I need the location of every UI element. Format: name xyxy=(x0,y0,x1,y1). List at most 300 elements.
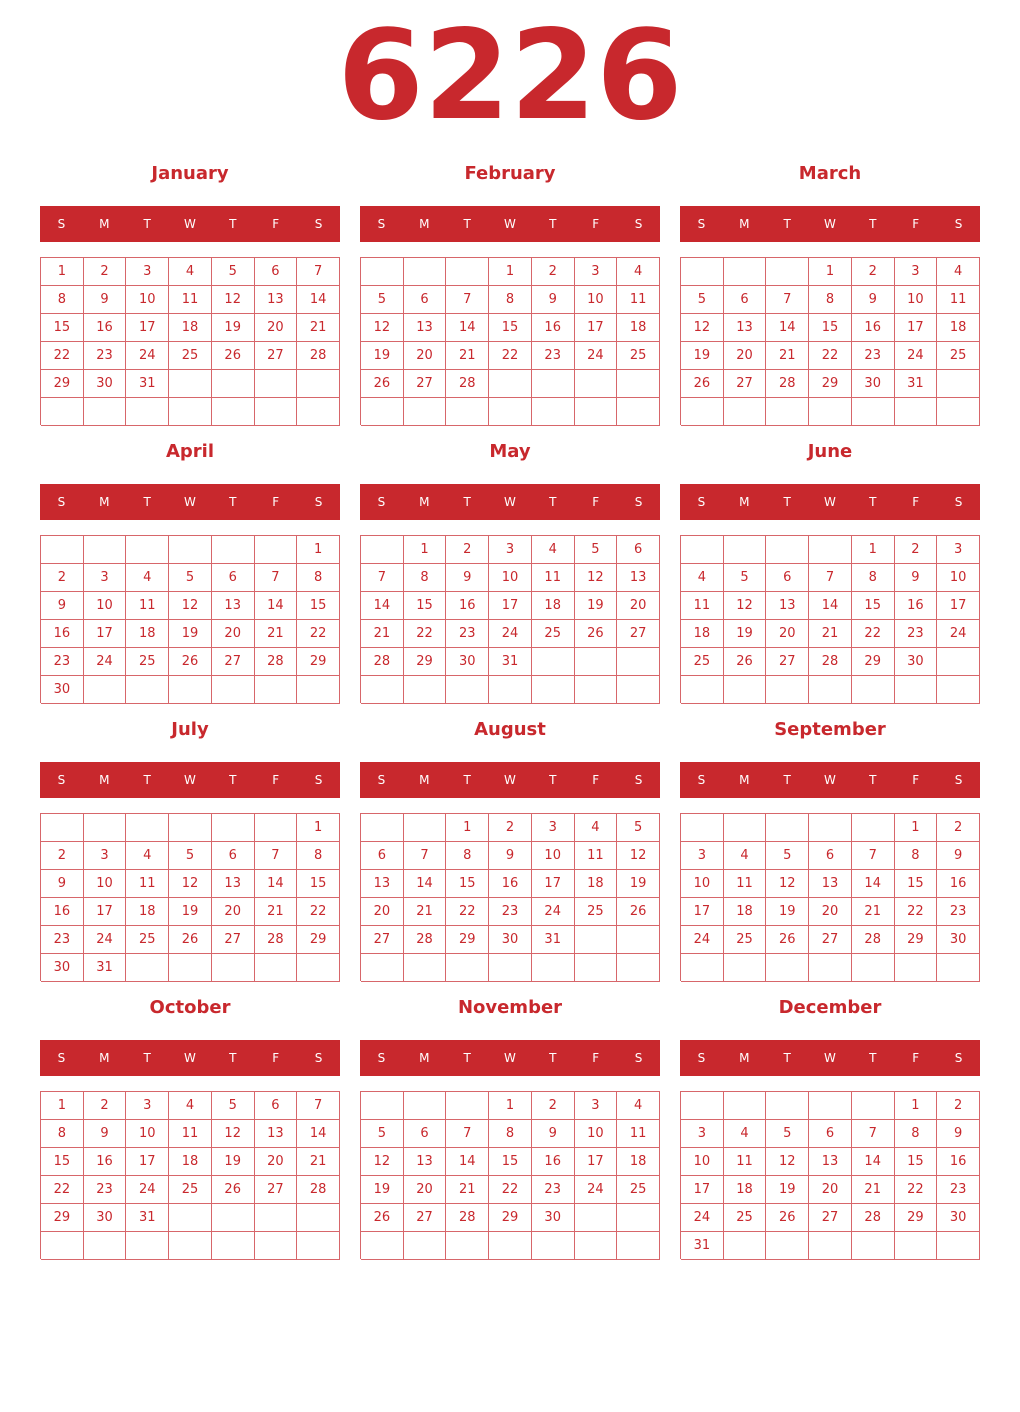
day-cell: 23 xyxy=(41,926,84,954)
weekday-label: S xyxy=(697,1051,706,1065)
day-cell: 8 xyxy=(852,564,895,592)
weekday-label: S xyxy=(634,495,643,509)
day-cell: 26 xyxy=(361,1204,404,1232)
day-cell xyxy=(169,1204,212,1232)
day-cell xyxy=(617,676,660,704)
day-cell: 30 xyxy=(937,1204,980,1232)
weekday-label: S xyxy=(697,495,706,509)
day-cell: 16 xyxy=(41,898,84,926)
month-name: February xyxy=(464,163,556,184)
day-cell xyxy=(575,954,618,982)
day-cell xyxy=(724,536,767,564)
day-cell: 20 xyxy=(404,1176,447,1204)
day-cell: 1 xyxy=(41,258,84,286)
day-cell xyxy=(617,648,660,676)
day-cell xyxy=(404,814,447,842)
day-cell: 6 xyxy=(212,564,255,592)
day-cell xyxy=(724,676,767,704)
weekday-label: S xyxy=(954,495,963,509)
day-cell: 30 xyxy=(84,370,127,398)
weekday-label: S xyxy=(57,773,66,787)
weekday-label: S xyxy=(57,217,66,231)
weekday-label: F xyxy=(272,495,280,509)
day-cell: 24 xyxy=(489,620,532,648)
day-cell xyxy=(809,814,852,842)
month-june xyxy=(680,438,980,669)
day-cell: 16 xyxy=(84,1148,127,1176)
day-cell: 7 xyxy=(852,842,895,870)
day-cell: 14 xyxy=(766,314,809,342)
day-cell: 29 xyxy=(41,370,84,398)
day-cell: 10 xyxy=(681,1148,724,1176)
day-cell: 22 xyxy=(297,898,340,926)
day-cell xyxy=(404,676,447,704)
day-cell xyxy=(84,676,127,704)
day-cell xyxy=(84,814,127,842)
day-cell xyxy=(84,398,127,426)
day-cell: 17 xyxy=(681,898,724,926)
month-september xyxy=(680,716,980,947)
day-cell xyxy=(446,1092,489,1120)
month-november xyxy=(360,994,660,1225)
weekday-header xyxy=(680,762,980,798)
day-cell xyxy=(404,1232,447,1260)
day-cell: 9 xyxy=(446,564,489,592)
day-cell xyxy=(212,676,255,704)
day-cell: 12 xyxy=(681,314,724,342)
day-cell: 4 xyxy=(724,842,767,870)
day-cell xyxy=(937,676,980,704)
day-cell: 21 xyxy=(852,1176,895,1204)
day-cell: 26 xyxy=(361,370,404,398)
day-cell: 17 xyxy=(895,314,938,342)
month-name: July xyxy=(171,719,209,740)
day-cell: 15 xyxy=(895,1148,938,1176)
day-grid xyxy=(360,1091,660,1259)
day-cell: 18 xyxy=(126,620,169,648)
day-cell: 2 xyxy=(41,842,84,870)
day-cell: 16 xyxy=(852,314,895,342)
weekday-label: W xyxy=(184,217,196,231)
day-cell: 26 xyxy=(169,648,212,676)
day-cell xyxy=(617,1204,660,1232)
day-cell: 19 xyxy=(766,898,809,926)
weekday-label: W xyxy=(184,495,196,509)
weekday-label: W xyxy=(504,217,516,231)
day-cell: 11 xyxy=(681,592,724,620)
weekday-label: F xyxy=(912,1051,920,1065)
day-cell: 20 xyxy=(361,898,404,926)
day-cell: 13 xyxy=(255,1120,298,1148)
day-cell xyxy=(937,648,980,676)
day-cell: 31 xyxy=(681,1232,724,1260)
month-october xyxy=(40,994,340,1225)
weekday-label: S xyxy=(954,773,963,787)
day-cell: 6 xyxy=(724,286,767,314)
month-name: December xyxy=(778,997,882,1018)
weekday-label: T xyxy=(783,1051,791,1065)
day-cell: 12 xyxy=(724,592,767,620)
day-cell: 10 xyxy=(532,842,575,870)
weekday-label: T xyxy=(869,773,877,787)
day-cell: 22 xyxy=(297,620,340,648)
day-cell xyxy=(575,648,618,676)
weekday-label: S xyxy=(954,217,963,231)
day-cell: 1 xyxy=(895,1092,938,1120)
day-cell: 21 xyxy=(446,342,489,370)
day-cell: 5 xyxy=(169,842,212,870)
day-cell xyxy=(404,1092,447,1120)
day-cell: 7 xyxy=(297,1092,340,1120)
day-cell xyxy=(681,814,724,842)
weekday-label: T xyxy=(549,217,557,231)
weekday-label: S xyxy=(314,495,323,509)
day-grid xyxy=(40,257,340,425)
day-cell: 30 xyxy=(937,926,980,954)
day-cell: 30 xyxy=(532,1204,575,1232)
weekday-label: F xyxy=(272,1051,280,1065)
day-cell: 10 xyxy=(84,592,127,620)
day-cell: 27 xyxy=(724,370,767,398)
day-cell: 31 xyxy=(895,370,938,398)
day-cell: 9 xyxy=(41,870,84,898)
weekday-label: T xyxy=(229,217,237,231)
day-cell: 19 xyxy=(724,620,767,648)
day-cell: 27 xyxy=(809,926,852,954)
day-cell: 3 xyxy=(489,536,532,564)
day-cell xyxy=(126,1232,169,1260)
day-cell xyxy=(255,536,298,564)
day-cell xyxy=(489,954,532,982)
day-cell: 15 xyxy=(41,1148,84,1176)
day-cell: 22 xyxy=(895,898,938,926)
day-cell: 5 xyxy=(169,564,212,592)
day-cell: 12 xyxy=(361,1148,404,1176)
day-cell: 22 xyxy=(809,342,852,370)
day-cell xyxy=(895,954,938,982)
day-cell: 26 xyxy=(169,926,212,954)
day-cell: 4 xyxy=(617,258,660,286)
day-cell xyxy=(895,398,938,426)
day-cell: 20 xyxy=(809,898,852,926)
day-cell: 2 xyxy=(852,258,895,286)
day-cell xyxy=(297,676,340,704)
day-cell xyxy=(489,1232,532,1260)
day-cell: 16 xyxy=(41,620,84,648)
day-cell: 4 xyxy=(169,258,212,286)
day-cell: 19 xyxy=(169,620,212,648)
day-cell: 29 xyxy=(297,648,340,676)
day-cell: 23 xyxy=(895,620,938,648)
day-cell xyxy=(41,814,84,842)
month-may xyxy=(360,438,660,669)
month-august xyxy=(360,716,660,947)
weekday-header xyxy=(40,484,340,520)
day-cell: 10 xyxy=(126,1120,169,1148)
day-cell: 18 xyxy=(724,898,767,926)
day-cell: 19 xyxy=(212,1148,255,1176)
day-cell: 13 xyxy=(809,1148,852,1176)
weekday-label: S xyxy=(57,1051,66,1065)
day-cell: 28 xyxy=(852,1204,895,1232)
day-cell xyxy=(617,1232,660,1260)
day-cell: 24 xyxy=(84,648,127,676)
day-cell: 28 xyxy=(446,370,489,398)
month-name: September xyxy=(774,719,886,740)
day-cell xyxy=(255,954,298,982)
day-cell: 24 xyxy=(126,1176,169,1204)
day-cell: 29 xyxy=(404,648,447,676)
day-cell: 19 xyxy=(212,314,255,342)
weekday-label: T xyxy=(143,773,151,787)
weekday-label: S xyxy=(57,495,66,509)
day-cell: 18 xyxy=(681,620,724,648)
day-cell: 18 xyxy=(169,314,212,342)
weekday-label: M xyxy=(99,495,110,509)
day-cell xyxy=(446,954,489,982)
day-cell xyxy=(446,1232,489,1260)
day-cell xyxy=(532,370,575,398)
day-cell xyxy=(126,676,169,704)
day-cell: 6 xyxy=(212,842,255,870)
day-cell xyxy=(575,676,618,704)
day-cell: 9 xyxy=(84,286,127,314)
weekday-label: S xyxy=(697,217,706,231)
day-cell xyxy=(681,676,724,704)
day-cell: 29 xyxy=(297,926,340,954)
day-cell: 2 xyxy=(937,814,980,842)
month-january xyxy=(40,160,340,391)
day-cell: 24 xyxy=(126,342,169,370)
day-cell: 1 xyxy=(41,1092,84,1120)
day-cell xyxy=(41,1232,84,1260)
day-cell: 25 xyxy=(937,342,980,370)
day-cell: 13 xyxy=(255,286,298,314)
day-cell: 20 xyxy=(617,592,660,620)
day-cell xyxy=(212,1232,255,1260)
day-cell: 28 xyxy=(852,926,895,954)
day-cell: 29 xyxy=(852,648,895,676)
day-cell: 16 xyxy=(532,1148,575,1176)
day-cell: 2 xyxy=(937,1092,980,1120)
day-cell: 5 xyxy=(766,1120,809,1148)
day-cell xyxy=(297,1232,340,1260)
day-cell: 21 xyxy=(361,620,404,648)
day-cell: 24 xyxy=(575,1176,618,1204)
day-cell xyxy=(809,398,852,426)
day-cell xyxy=(895,676,938,704)
day-cell: 2 xyxy=(84,1092,127,1120)
day-cell: 30 xyxy=(41,954,84,982)
day-cell: 28 xyxy=(297,342,340,370)
day-cell xyxy=(724,814,767,842)
day-cell xyxy=(169,370,212,398)
day-cell xyxy=(361,814,404,842)
month-name: August xyxy=(474,719,546,740)
day-cell: 20 xyxy=(809,1176,852,1204)
day-cell: 20 xyxy=(766,620,809,648)
day-cell: 12 xyxy=(361,314,404,342)
day-cell: 30 xyxy=(852,370,895,398)
day-cell: 7 xyxy=(446,1120,489,1148)
weekday-label: T xyxy=(869,217,877,231)
day-cell: 7 xyxy=(766,286,809,314)
day-cell xyxy=(617,954,660,982)
day-cell: 23 xyxy=(84,342,127,370)
year-title: 6226 xyxy=(337,4,683,148)
weekday-header xyxy=(40,206,340,242)
weekday-label: W xyxy=(504,1051,516,1065)
day-cell: 9 xyxy=(895,564,938,592)
day-cell: 6 xyxy=(255,258,298,286)
day-cell: 28 xyxy=(809,648,852,676)
day-cell: 3 xyxy=(681,1120,724,1148)
day-grid xyxy=(40,1091,340,1259)
day-cell: 31 xyxy=(84,954,127,982)
weekday-label: S xyxy=(634,217,643,231)
day-cell: 27 xyxy=(404,370,447,398)
day-cell xyxy=(852,1092,895,1120)
weekday-header xyxy=(680,206,980,242)
day-cell: 29 xyxy=(489,1204,532,1232)
day-cell: 13 xyxy=(361,870,404,898)
day-cell: 13 xyxy=(724,314,767,342)
day-cell: 23 xyxy=(937,1176,980,1204)
day-cell: 6 xyxy=(617,536,660,564)
day-cell: 8 xyxy=(489,286,532,314)
day-cell: 26 xyxy=(575,620,618,648)
day-cell xyxy=(895,1232,938,1260)
day-cell xyxy=(255,398,298,426)
day-cell xyxy=(724,1092,767,1120)
weekday-label: S xyxy=(314,217,323,231)
day-cell: 5 xyxy=(724,564,767,592)
day-cell: 15 xyxy=(446,870,489,898)
weekday-label: T xyxy=(549,773,557,787)
day-cell: 21 xyxy=(446,1176,489,1204)
day-cell: 29 xyxy=(895,926,938,954)
day-cell: 14 xyxy=(297,286,340,314)
day-cell: 4 xyxy=(126,564,169,592)
weekday-label: T xyxy=(783,217,791,231)
day-cell: 23 xyxy=(532,1176,575,1204)
day-cell xyxy=(724,398,767,426)
day-cell: 16 xyxy=(532,314,575,342)
day-cell: 3 xyxy=(126,258,169,286)
weekday-label: M xyxy=(99,1051,110,1065)
day-cell xyxy=(575,1204,618,1232)
day-cell: 3 xyxy=(895,258,938,286)
day-cell xyxy=(361,1232,404,1260)
day-cell: 13 xyxy=(766,592,809,620)
day-cell: 26 xyxy=(766,1204,809,1232)
day-cell: 5 xyxy=(361,1120,404,1148)
day-cell xyxy=(766,398,809,426)
day-cell: 2 xyxy=(84,258,127,286)
day-cell: 21 xyxy=(255,620,298,648)
day-cell: 15 xyxy=(297,870,340,898)
day-cell: 2 xyxy=(41,564,84,592)
day-cell: 23 xyxy=(489,898,532,926)
day-cell: 25 xyxy=(126,926,169,954)
day-cell: 11 xyxy=(126,592,169,620)
day-cell: 9 xyxy=(41,592,84,620)
day-cell xyxy=(169,536,212,564)
day-cell: 29 xyxy=(446,926,489,954)
day-cell xyxy=(297,1204,340,1232)
day-cell: 16 xyxy=(446,592,489,620)
day-cell: 1 xyxy=(489,258,532,286)
day-cell: 5 xyxy=(681,286,724,314)
day-cell: 29 xyxy=(895,1204,938,1232)
weekday-label: W xyxy=(824,1051,836,1065)
weekday-label: T xyxy=(869,1051,877,1065)
day-cell: 21 xyxy=(766,342,809,370)
day-cell: 18 xyxy=(617,1148,660,1176)
day-cell: 14 xyxy=(809,592,852,620)
day-cell: 15 xyxy=(852,592,895,620)
day-cell: 10 xyxy=(681,870,724,898)
day-cell: 24 xyxy=(895,342,938,370)
day-cell: 27 xyxy=(361,926,404,954)
day-cell: 10 xyxy=(84,870,127,898)
day-cell: 22 xyxy=(895,1176,938,1204)
day-cell: 12 xyxy=(212,1120,255,1148)
day-cell xyxy=(361,258,404,286)
day-cell: 11 xyxy=(575,842,618,870)
day-cell xyxy=(404,954,447,982)
day-cell: 16 xyxy=(937,870,980,898)
day-cell: 10 xyxy=(575,1120,618,1148)
day-cell: 27 xyxy=(255,1176,298,1204)
day-cell: 6 xyxy=(404,1120,447,1148)
day-cell: 19 xyxy=(681,342,724,370)
day-cell: 31 xyxy=(532,926,575,954)
day-cell: 10 xyxy=(126,286,169,314)
month-name: March xyxy=(798,163,862,184)
weekday-label: W xyxy=(184,773,196,787)
day-cell: 10 xyxy=(937,564,980,592)
day-cell xyxy=(126,398,169,426)
day-cell xyxy=(766,258,809,286)
day-cell: 28 xyxy=(446,1204,489,1232)
month-april xyxy=(40,438,340,697)
month-name: November xyxy=(457,997,563,1018)
day-cell: 12 xyxy=(617,842,660,870)
weekday-label: T xyxy=(549,1051,557,1065)
weekday-label: W xyxy=(824,217,836,231)
weekday-label: T xyxy=(229,495,237,509)
weekday-label: T xyxy=(229,1051,237,1065)
weekday-label: M xyxy=(419,495,430,509)
day-cell xyxy=(404,258,447,286)
day-cell xyxy=(297,398,340,426)
day-cell xyxy=(852,814,895,842)
weekday-label: W xyxy=(504,773,516,787)
day-cell: 2 xyxy=(532,258,575,286)
day-cell: 29 xyxy=(809,370,852,398)
day-cell: 8 xyxy=(489,1120,532,1148)
day-cell: 21 xyxy=(404,898,447,926)
weekday-label: F xyxy=(912,773,920,787)
day-cell: 6 xyxy=(361,842,404,870)
day-cell: 20 xyxy=(212,898,255,926)
weekday-label: T xyxy=(143,495,151,509)
day-cell xyxy=(126,954,169,982)
day-cell: 3 xyxy=(84,564,127,592)
weekday-label: S xyxy=(377,1051,386,1065)
day-cell: 27 xyxy=(404,1204,447,1232)
